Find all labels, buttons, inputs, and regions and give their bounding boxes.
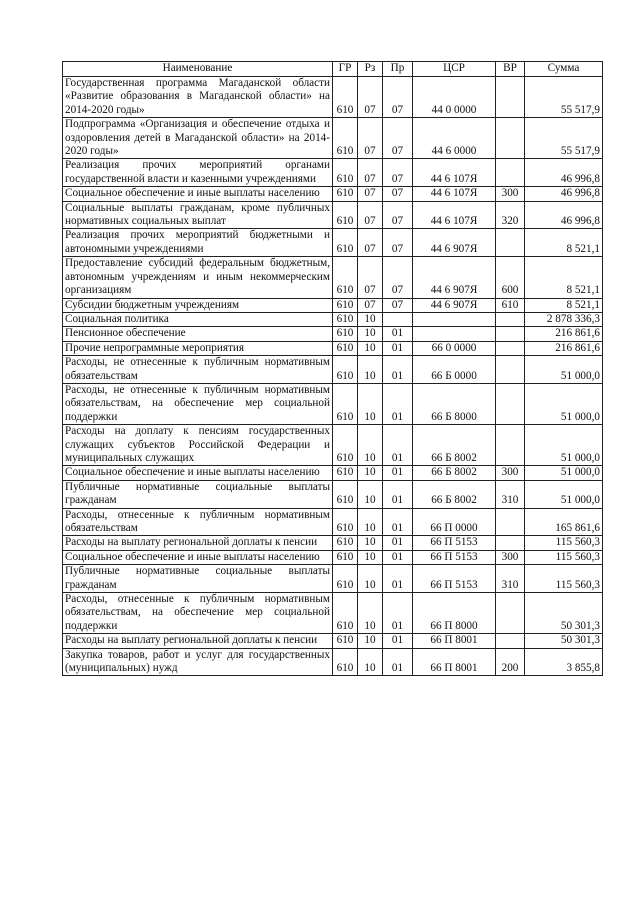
cell-pr: 01	[383, 565, 413, 593]
cell-csr	[413, 312, 496, 326]
cell-vr	[496, 229, 525, 257]
cell-vr: 300	[496, 466, 525, 480]
cell-gr: 610	[333, 229, 358, 257]
cell-sum: 216 861,6	[525, 341, 603, 355]
cell-csr: 66 Б 8002	[413, 480, 496, 508]
cell-vr: 300	[496, 187, 525, 201]
cell-vr: 610	[496, 298, 525, 312]
table-row	[63, 327, 603, 341]
cell-sum: 216 861,6	[525, 327, 603, 341]
cell-sum: 55 517,9	[525, 118, 603, 159]
cell-pr: 07	[383, 77, 413, 118]
cell-gr: 610	[333, 480, 358, 508]
table-row	[63, 77, 603, 118]
cell-pr: 07	[383, 118, 413, 159]
cell-gr: 610	[333, 341, 358, 355]
table-header-row	[63, 62, 603, 77]
cell-sum: 51 000,0	[525, 356, 603, 384]
cell-rz: 10	[358, 383, 383, 424]
cell-csr: 66 П 0000	[413, 508, 496, 536]
cell-rz: 07	[358, 201, 383, 229]
cell-rz: 10	[358, 480, 383, 508]
cell-gr: 610	[333, 159, 358, 187]
cell-csr: 66 Б 8002	[413, 425, 496, 466]
cell-gr: 610	[333, 536, 358, 550]
cell-vr: 300	[496, 550, 525, 564]
table-row	[63, 341, 603, 355]
cell-name: Социальное обеспечение и иные выплаты населению	[63, 550, 333, 564]
cell-vr	[496, 425, 525, 466]
cell-name: Прочие непрограммные мероприятия	[63, 341, 333, 355]
cell-rz: 10	[358, 466, 383, 480]
cell-vr: 200	[496, 648, 525, 676]
cell-csr: 66 П 5153	[413, 565, 496, 593]
cell-gr: 610	[333, 508, 358, 536]
cell-gr: 610	[333, 425, 358, 466]
cell-pr: 07	[383, 229, 413, 257]
cell-name: Расходы, отнесенные к публичным нормативным обязательствам, на обеспечение мер социальной поддержки	[63, 593, 333, 634]
cell-vr	[496, 118, 525, 159]
cell-csr: 44 6 107Я	[413, 201, 496, 229]
cell-name: Социальные выплаты гражданам, кроме публичных нормативных социальных выплат	[63, 201, 333, 229]
cell-rz: 07	[358, 159, 383, 187]
cell-sum: 115 560,3	[525, 565, 603, 593]
cell-gr: 610	[333, 327, 358, 341]
cell-sum: 51 000,0	[525, 480, 603, 508]
cell-vr	[496, 634, 525, 648]
table-row	[63, 229, 603, 257]
cell-rz: 10	[358, 550, 383, 564]
cell-sum: 51 000,0	[525, 425, 603, 466]
cell-vr	[496, 536, 525, 550]
cell-csr: 66 Б 8002	[413, 466, 496, 480]
cell-rz: 10	[358, 634, 383, 648]
cell-rz: 10	[358, 536, 383, 550]
cell-name: Публичные нормативные социальные выплаты гражданам	[63, 480, 333, 508]
cell-rz: 10	[358, 356, 383, 384]
cell-rz: 10	[358, 508, 383, 536]
cell-name: Подпрограмма «Организация и обеспечение отдыха и оздоровления детей в Магаданской области» на 2014-2020 годы»	[63, 118, 333, 159]
table-row	[63, 118, 603, 159]
cell-rz: 07	[358, 77, 383, 118]
cell-rz: 07	[358, 229, 383, 257]
cell-pr: 07	[383, 201, 413, 229]
cell-name: Пенсионное обеспечение	[63, 327, 333, 341]
cell-name: Расходы на выплату региональной доплаты к пенсии	[63, 536, 333, 550]
cell-pr: 01	[383, 593, 413, 634]
cell-csr: 44 6 107Я	[413, 187, 496, 201]
cell-sum: 115 560,3	[525, 536, 603, 550]
table-row	[63, 298, 603, 312]
cell-sum: 55 517,9	[525, 77, 603, 118]
cell-name: Публичные нормативные социальные выплаты гражданам	[63, 565, 333, 593]
cell-csr: 44 6 907Я	[413, 229, 496, 257]
cell-csr: 66 П 8001	[413, 648, 496, 676]
cell-pr: 01	[383, 508, 413, 536]
table-row	[63, 425, 603, 466]
cell-pr: 01	[383, 466, 413, 480]
cell-vr	[496, 593, 525, 634]
cell-gr: 610	[333, 383, 358, 424]
cell-rz: 10	[358, 565, 383, 593]
cell-name: Реализация прочих мероприятий органами государственной власти и казенными учреждениями	[63, 159, 333, 187]
cell-sum: 115 560,3	[525, 550, 603, 564]
cell-sum: 50 301,3	[525, 593, 603, 634]
cell-vr	[496, 341, 525, 355]
cell-sum: 51 000,0	[525, 466, 603, 480]
cell-gr: 610	[333, 648, 358, 676]
cell-name: Социальная политика	[63, 312, 333, 326]
cell-name: Расходы, отнесенные к публичным нормативным обязательствам	[63, 508, 333, 536]
cell-gr: 610	[333, 187, 358, 201]
cell-csr	[413, 327, 496, 341]
cell-rz: 07	[358, 257, 383, 298]
cell-gr: 610	[333, 257, 358, 298]
table-row	[63, 536, 603, 550]
cell-pr: 01	[383, 550, 413, 564]
budget-table-page	[62, 61, 602, 676]
header-vr: ВР	[496, 62, 525, 77]
cell-gr: 610	[333, 550, 358, 564]
cell-pr: 07	[383, 257, 413, 298]
table-row	[63, 312, 603, 326]
cell-rz: 10	[358, 327, 383, 341]
cell-pr	[383, 312, 413, 326]
cell-vr	[496, 356, 525, 384]
cell-csr: 66 П 5153	[413, 536, 496, 550]
cell-pr: 01	[383, 327, 413, 341]
table-row	[63, 565, 603, 593]
cell-pr: 07	[383, 298, 413, 312]
cell-pr: 01	[383, 341, 413, 355]
cell-gr: 610	[333, 298, 358, 312]
table-row	[63, 480, 603, 508]
cell-gr: 610	[333, 593, 358, 634]
cell-name: Субсидии бюджетным учреждениям	[63, 298, 333, 312]
cell-pr: 07	[383, 187, 413, 201]
cell-rz: 10	[358, 341, 383, 355]
cell-vr: 310	[496, 480, 525, 508]
cell-gr: 610	[333, 77, 358, 118]
cell-gr: 610	[333, 201, 358, 229]
cell-name: Государственная программа Магаданской области «Развитие образования в Магаданской области» на 2014-2020 годы»	[63, 77, 333, 118]
cell-sum: 8 521,1	[525, 229, 603, 257]
cell-sum: 51 000,0	[525, 383, 603, 424]
cell-gr: 610	[333, 466, 358, 480]
cell-gr: 610	[333, 356, 358, 384]
cell-sum: 8 521,1	[525, 298, 603, 312]
cell-vr: 320	[496, 201, 525, 229]
table-row	[63, 383, 603, 424]
cell-name: Расходы на выплату региональной доплаты к пенсии	[63, 634, 333, 648]
cell-sum: 165 861,6	[525, 508, 603, 536]
cell-gr: 610	[333, 312, 358, 326]
cell-sum: 50 301,3	[525, 634, 603, 648]
cell-gr: 610	[333, 565, 358, 593]
cell-pr: 01	[383, 634, 413, 648]
cell-pr: 01	[383, 425, 413, 466]
cell-vr	[496, 383, 525, 424]
table-row	[63, 508, 603, 536]
cell-rz: 07	[358, 298, 383, 312]
cell-pr: 01	[383, 536, 413, 550]
cell-name: Закупка товаров, работ и услуг для государственных (муниципальных) нужд	[63, 648, 333, 676]
table-row	[63, 648, 603, 676]
table-row	[63, 159, 603, 187]
table-row	[63, 201, 603, 229]
cell-csr: 66 П 8000	[413, 593, 496, 634]
cell-rz: 07	[358, 187, 383, 201]
cell-csr: 66 П 5153	[413, 550, 496, 564]
cell-csr: 66 П 8001	[413, 634, 496, 648]
cell-name: Социальное обеспечение и иные выплаты населению	[63, 187, 333, 201]
table-row	[63, 593, 603, 634]
header-gr: ГР	[333, 62, 358, 77]
cell-csr: 44 6 907Я	[413, 257, 496, 298]
header-rz: Рз	[358, 62, 383, 77]
header-name: Наименование	[63, 62, 333, 77]
cell-name: Социальное обеспечение и иные выплаты населению	[63, 466, 333, 480]
cell-vr	[496, 77, 525, 118]
cell-rz: 10	[358, 593, 383, 634]
cell-vr	[496, 159, 525, 187]
cell-csr: 66 Б 8000	[413, 383, 496, 424]
table-row	[63, 550, 603, 564]
table-row	[63, 466, 603, 480]
cell-name: Расходы, не отнесенные к публичным нормативным обязательствам, на обеспечение мер социальной поддержки	[63, 383, 333, 424]
cell-csr: 44 6 907Я	[413, 298, 496, 312]
cell-sum: 46 996,8	[525, 159, 603, 187]
cell-sum: 2 878 336,3	[525, 312, 603, 326]
cell-vr	[496, 508, 525, 536]
cell-name: Предоставление субсидий федеральным бюджетным, автономным учреждениям и иным некоммерческим организациям	[63, 257, 333, 298]
cell-gr: 610	[333, 118, 358, 159]
header-pr: Пр	[383, 62, 413, 77]
table-row	[63, 187, 603, 201]
cell-rz: 07	[358, 118, 383, 159]
cell-vr: 600	[496, 257, 525, 298]
table-row	[63, 356, 603, 384]
table-row	[63, 257, 603, 298]
cell-sum: 8 521,1	[525, 257, 603, 298]
cell-name: Расходы, не отнесенные к публичным нормативным обязательствам	[63, 356, 333, 384]
cell-sum: 46 996,8	[525, 201, 603, 229]
header-csr: ЦСР	[413, 62, 496, 77]
cell-vr	[496, 327, 525, 341]
cell-pr: 01	[383, 383, 413, 424]
cell-name: Расходы на доплату к пенсиям государственных служащих субъектов Российской Федерации и муниципальных служащих	[63, 425, 333, 466]
cell-csr: 44 6 107Я	[413, 159, 496, 187]
cell-gr: 610	[333, 634, 358, 648]
cell-csr: 44 0 0000	[413, 77, 496, 118]
cell-name: Реализация прочих мероприятий бюджетными и автономными учреждениями	[63, 229, 333, 257]
cell-sum: 46 996,8	[525, 187, 603, 201]
cell-pr: 01	[383, 480, 413, 508]
cell-rz: 10	[358, 648, 383, 676]
cell-csr: 66 0 0000	[413, 341, 496, 355]
cell-rz: 10	[358, 425, 383, 466]
cell-pr: 01	[383, 356, 413, 384]
budget-table	[62, 61, 603, 676]
cell-vr	[496, 312, 525, 326]
table-row	[63, 634, 603, 648]
header-sum: Сумма	[525, 62, 603, 77]
cell-csr: 44 6 0000	[413, 118, 496, 159]
cell-rz: 10	[358, 312, 383, 326]
cell-pr: 07	[383, 159, 413, 187]
cell-sum: 3 855,8	[525, 648, 603, 676]
cell-pr: 01	[383, 648, 413, 676]
cell-csr: 66 Б 0000	[413, 356, 496, 384]
cell-vr: 310	[496, 565, 525, 593]
